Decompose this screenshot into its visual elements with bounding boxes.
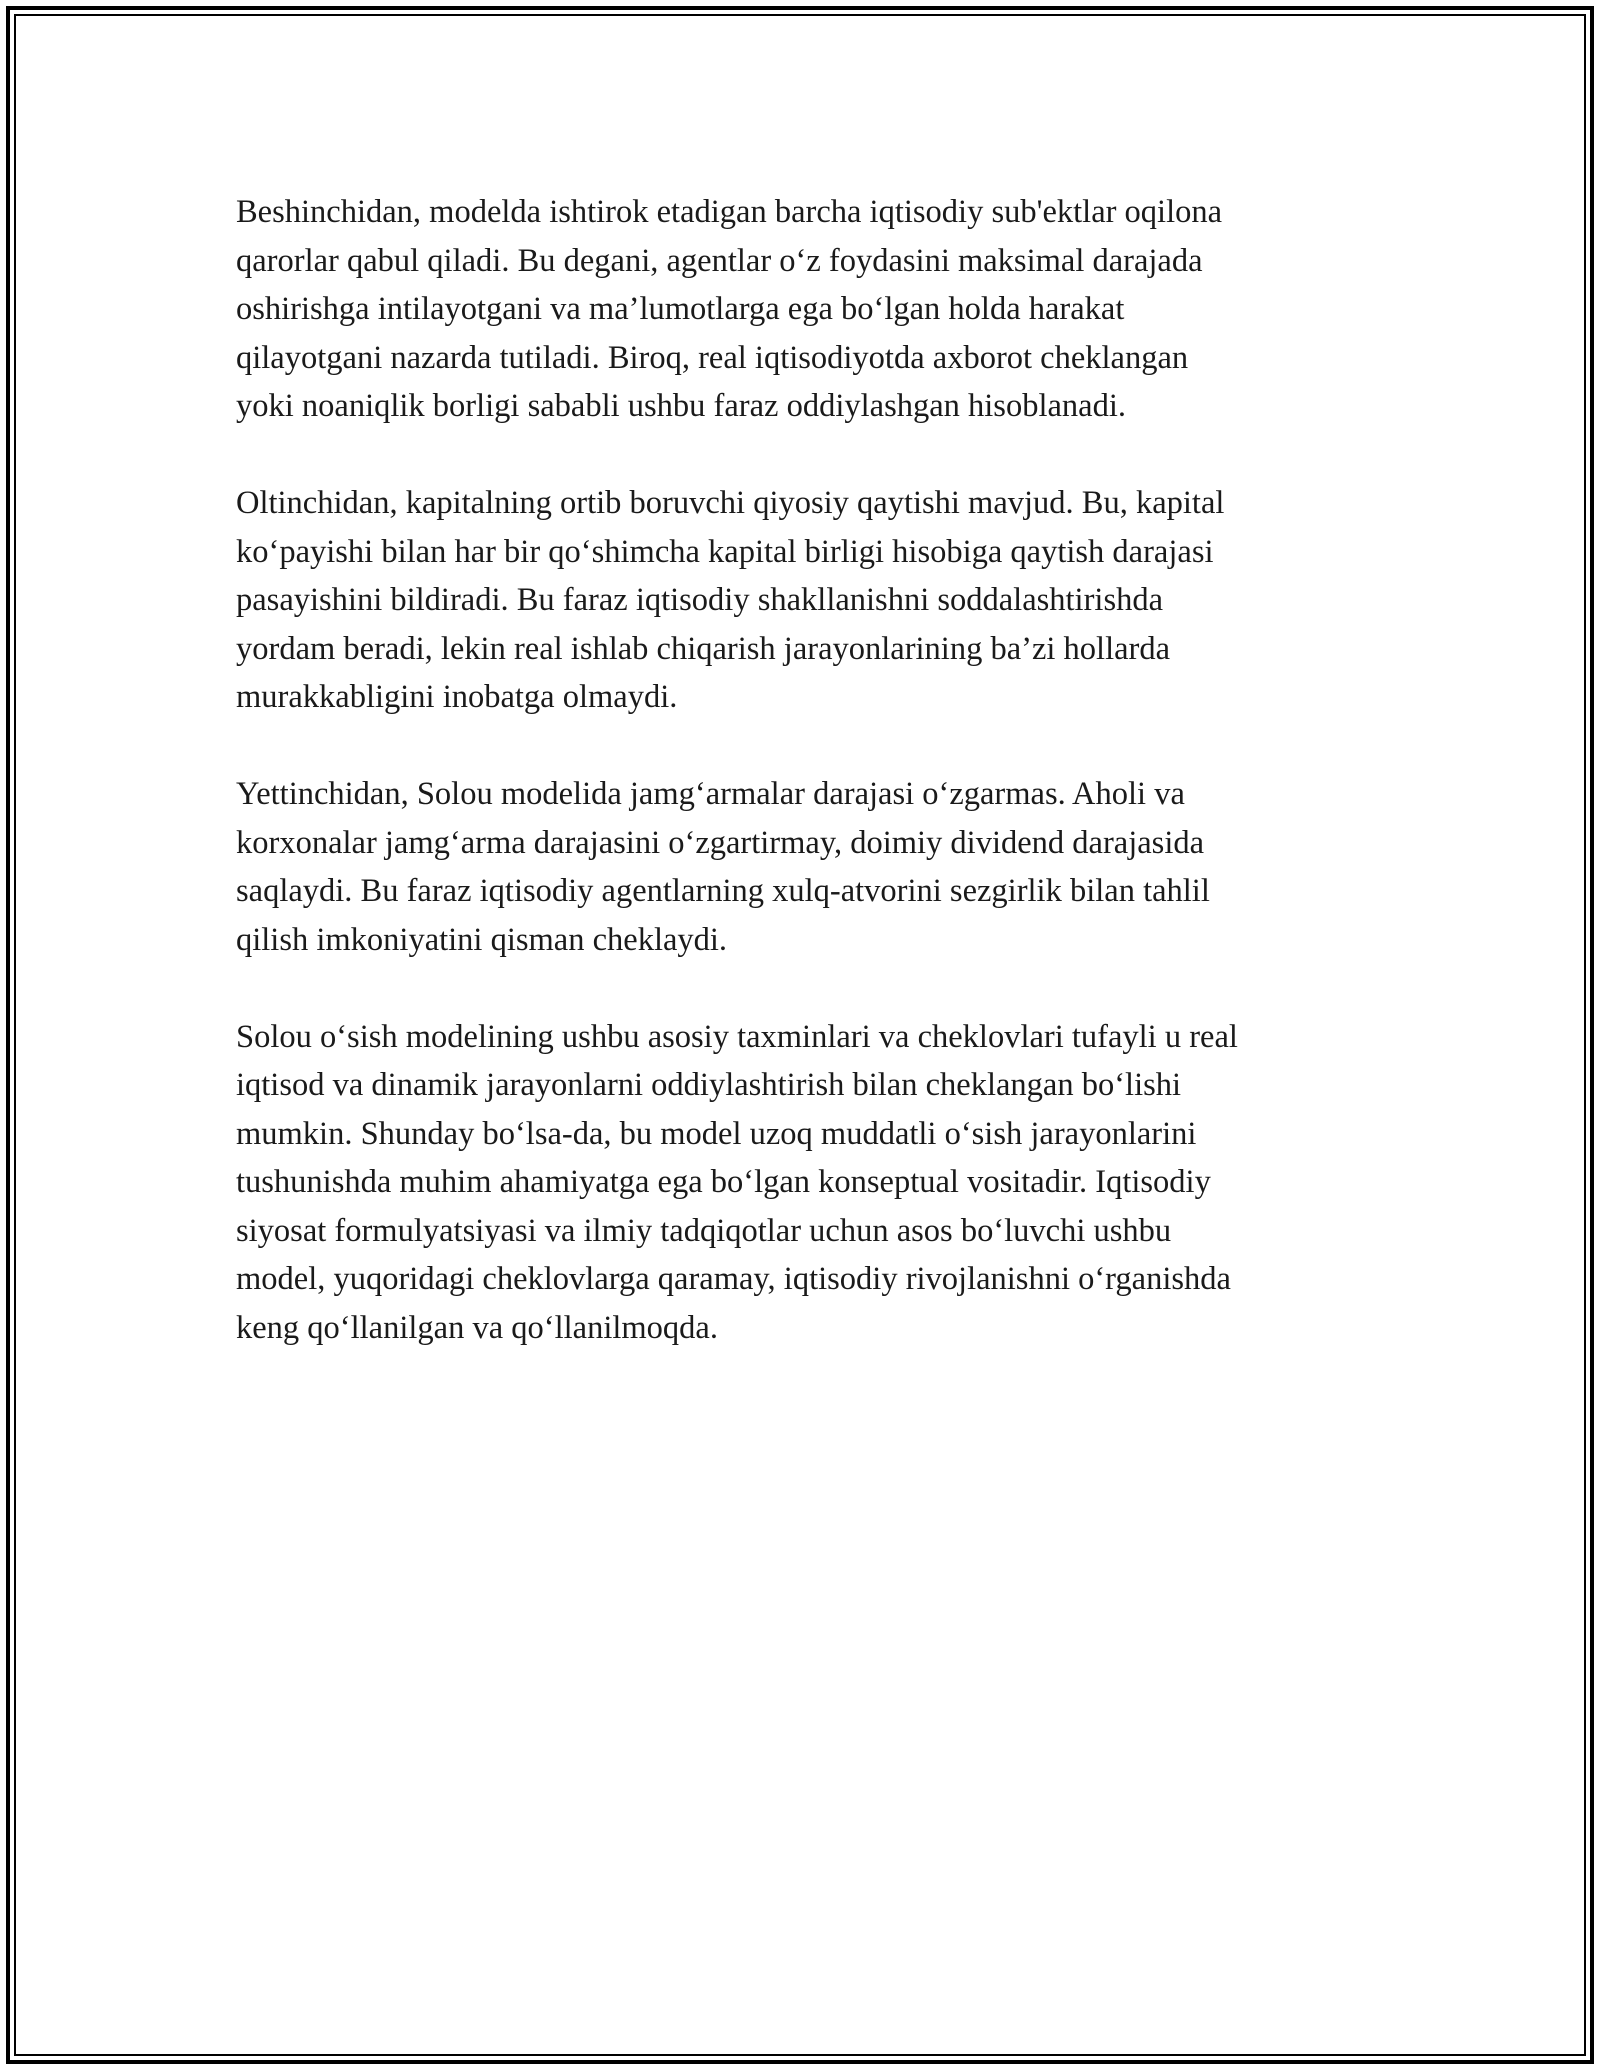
text-line: ko‘payishi bilan har bir qo‘shimcha kapital birligi hisobiga qaytish darajasi — [236, 533, 1214, 570]
document-body — [236, 188, 1386, 1401]
text-line: Beshinchidan, modelda ishtirok etadigan barcha iqtisodiy sub'ektlar oqilona — [236, 194, 1223, 230]
text-line: pasayishini bildiradi. Bu faraz iqtisodiy shakllanishni soddalashtirishda — [236, 582, 1164, 618]
text-line: qarorlar qabul qiladi. Bu degani, agentlar o‘z foydasini maksimal darajada — [236, 242, 1203, 279]
text-line: saqlaydi. Bu faraz iqtisodiy agentlarning xulq-atvorini sezgirlik bilan tahlil — [236, 873, 1210, 909]
text-line: korxonalar jamg‘arma darajasini o‘zgartirmay, doimiy dividend darajasida — [236, 824, 1205, 861]
text-line: yoki noaniqlik borligi sababli ushbu faraz oddiylashgan hisoblanadi. — [236, 388, 1126, 424]
text-line: murakkabligini inobatga olmaydi. — [236, 679, 678, 715]
text-line: Solou o‘sish modelining ushbu asosiy taxminlari va cheklovlari tufayli u real — [236, 1018, 1238, 1055]
text-line: Oltinchidan, kapitalning ortib boruvchi qiyosiy qaytishi mavjud. Bu, kapital — [236, 485, 1225, 521]
paragraph-yettinchidan — [236, 770, 1386, 964]
text-line: oshirishga intilayotgani va ma’lumotlarga ega bo‘lgan holda harakat — [236, 291, 1125, 327]
text-line: tushunishda muhim ahamiyatga ega bo‘lgan konseptual vositadir. Iqtisodiy — [236, 1164, 1211, 1200]
paragraph-beshinchidan — [236, 188, 1386, 431]
text-line: qilish imkoniyatini qisman cheklaydi. — [236, 921, 728, 958]
text-line: keng qo‘llanilgan va qo‘llanilmoqda. — [236, 1309, 718, 1346]
text-line: siyosat formulyatsiyasi va ilmiy tadqiqotlar uchun asos bo‘luvchi ushbu — [236, 1212, 1172, 1249]
text-line: Yettinchidan, Solou modelida jamg‘armalar darajasi o‘zgarmas. Aholi va — [236, 776, 1185, 812]
paragraph-conclusion — [236, 1013, 1386, 1353]
paragraph-oltinchidan — [236, 479, 1386, 722]
text-line: yordam beradi, lekin real ishlab chiqarish jarayonlarining ba’zi hollarda — [236, 630, 1171, 667]
text-line: qilayotgani nazarda tutiladi. Biroq, real iqtisodiyotda axborot cheklangan — [236, 339, 1189, 376]
text-line: mumkin. Shunday bo‘lsa-da, bu model uzoq muddatli o‘sish jarayonlarini — [236, 1115, 1197, 1152]
text-line: iqtisod va dinamik jarayonlarni oddiylashtirish bilan cheklangan bo‘lishi — [236, 1067, 1182, 1103]
text-line: model, yuqoridagi cheklovlarga qaramay, iqtisodiy rivojlanishni o‘rganishda — [236, 1261, 1231, 1297]
